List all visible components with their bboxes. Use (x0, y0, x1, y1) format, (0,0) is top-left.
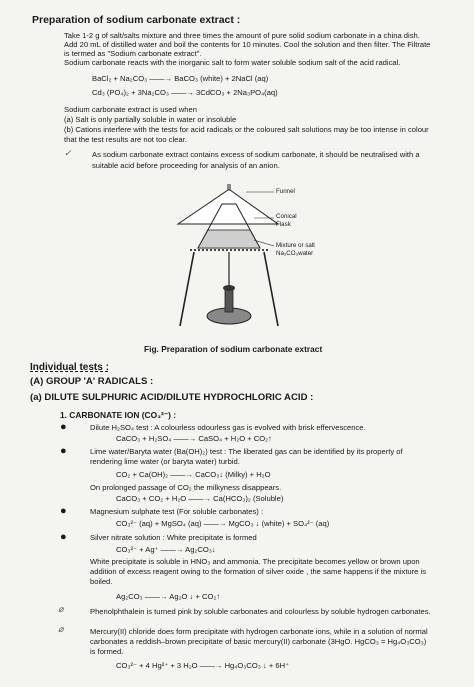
equation: Ag₂CO₃ ——→ Ag₂O ↓ + CO₂↑ (116, 592, 221, 601)
bullet-icon: ● (60, 421, 67, 433)
tests-heading: Individual tests : (30, 362, 109, 373)
figure-caption: Fig. Preparation of sodium carbonate extract (144, 344, 323, 354)
text-line: Take 1-2 g of salt/salts mixture and three times the amount of pure solid sodium carbonate in a china dish. (64, 31, 420, 40)
test-text: Magnesium sulphate test (For soluble carbonates) : (90, 507, 264, 516)
test-text: boiled. (90, 577, 113, 586)
test-text: Lime water/Baryta water (Ba(OH)₂) test : The liberated gas can be identified by its property of (90, 447, 403, 456)
equation: CO₃²⁻ + 4 Hg²⁺ + 3 H₂O ——→ Hg₄O₃CO₃ ↓ + 6H⁺ (116, 661, 290, 670)
test-text: addition of excess reagent owing to the formation of silver oxide , the same happens if the mixture is (90, 567, 426, 576)
text-line: As sodium carbonate extract contains excess of sodium carbonate, it should be neutralised with a (92, 150, 420, 159)
bullet-icon: ● (60, 505, 67, 517)
text-line: Sodium carbonate extract is used when (64, 105, 197, 114)
test-text: White precipitate is soluble in HNO₃ and ammonia. The precipitate becomes yellow or brown upon (90, 557, 420, 566)
equation: CO₃²⁻ (aq) + MgSO₄ (aq) ——→ MgCO₃ ↓ (white) + SO₄²⁻ (aq) (116, 519, 330, 528)
ion-heading: 1. CARBONATE ION (CO₃²⁻) : (60, 410, 177, 420)
text-line: Sodium carbonate reacts with the inorganic salt to form water soluble sodium salt of the acid radical. (64, 58, 401, 67)
test-text: Dilute H₂SO₄ test : A colourless odourless gas is evolved with brisk effervescence. (90, 423, 366, 432)
equation: CO₂ + Ca(OH)₂ ——→ CaCO₃↓ (Milky) + H₂O (116, 470, 271, 479)
test-text: rendering lime water (or baryta water) turbid. (90, 457, 240, 466)
test-text: is formed. (90, 647, 124, 656)
label-flask: Conical (276, 213, 297, 220)
text-line: Add 20 mL of distilled water and boil the contents for 10 minutes. Cool the solution and then filter. The Filtrate (64, 40, 431, 49)
equation: CaCO₃ + H₂SO₄ ——→ CaSO₄ + H₂O + CO₂↑ (116, 434, 272, 443)
equation: CO₃²⁻ + Ag⁺ ——→ Ag₂CO₃↓ (116, 545, 216, 554)
label-mixture: Na₂CO₃water (276, 250, 314, 257)
pen-mark-icon: ✓ (64, 148, 72, 158)
bullet-icon: ● (60, 531, 67, 543)
text-line: is termed as "Sodium carbonate extract". (64, 49, 202, 58)
text-line: suitable acid before proceeding for analysis of an anion. (92, 161, 280, 170)
bullet-icon: ● (60, 445, 67, 457)
text-line: that the test results are not too clear. (64, 135, 187, 144)
label-funnel: Funnel (276, 188, 295, 195)
text-line: (b) Cations interfere with the tests for acid radicals or the coloured salt solutions may be too intense in colour (64, 125, 429, 134)
subgroup-heading: (a) DILUTE SULPHURIC ACID/DILUTE HYDROCHLORIC ACID : (30, 392, 314, 403)
equation: Cd₃ (PO₄)₂ + 3Na₂CO₃ ——→ 3CdCO₃ + 2Na₃PO₄(aq) (92, 88, 278, 97)
test-text: On prolonged passage of CO₂ the milkyness disappears. (90, 483, 282, 492)
text-line: (a) Salt is only partially soluble in water or insoluble (64, 115, 237, 124)
label-mixture: Mixture or salt (276, 242, 315, 249)
test-text: carbonates a reddish–brown precipitate of basic mercury(II) carbonate (3HgO. HgCO₃ = Hg₄O₃CO₃) (90, 637, 427, 646)
test-text: Mercury(II) chloride does form precipitate with hydrogen carbonate ions, while in a solution of normal (90, 627, 428, 636)
test-text: Phenolphthalein is turned pink by soluble carbonates and colourless by soluble hydrogen carbonates. (90, 607, 431, 616)
pen-mark-icon: ⌀ (58, 624, 64, 634)
apparatus-figure (150, 184, 330, 344)
label-flask: Flask (276, 221, 291, 228)
equation: BaCl₂ + Na₂CO₃ ——→ BaCO₃ (white) + 2NaCl (aq) (92, 74, 269, 83)
group-heading: (A) GROUP 'A' RADICALS : (30, 376, 154, 387)
pen-mark-icon: ⌀ (58, 604, 64, 614)
test-text: Silver nitrate solution : White precipitate is formed (90, 533, 257, 542)
section-title: Preparation of sodium carbonate extract : (32, 14, 241, 26)
equation: CaCO₃ + CO₂ + H₂O ——→ Ca(HCO₃)₂ (Soluble) (116, 494, 284, 503)
